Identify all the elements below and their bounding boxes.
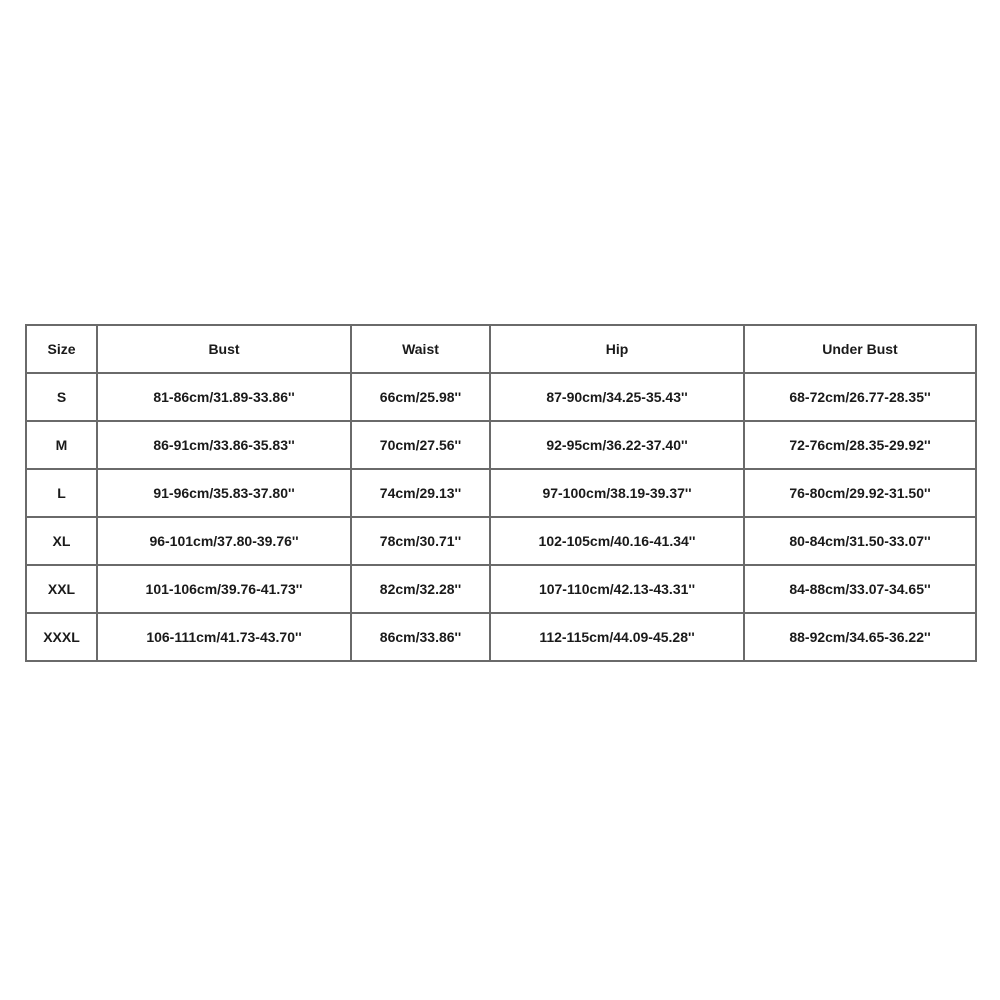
cell-under-bust: 72-76cm/28.35-29.92'' <box>744 421 976 469</box>
cell-bust: 81-86cm/31.89-33.86'' <box>97 373 351 421</box>
cell-bust: 106-111cm/41.73-43.70'' <box>97 613 351 661</box>
cell-bust: 101-106cm/39.76-41.73'' <box>97 565 351 613</box>
cell-hip: 92-95cm/36.22-37.40'' <box>490 421 744 469</box>
cell-bust: 96-101cm/37.80-39.76'' <box>97 517 351 565</box>
cell-hip: 112-115cm/44.09-45.28'' <box>490 613 744 661</box>
size-chart-body <box>26 373 976 661</box>
cell-hip: 107-110cm/42.13-43.31'' <box>490 565 744 613</box>
cell-waist: 78cm/30.71'' <box>351 517 490 565</box>
cell-waist: 66cm/25.98'' <box>351 373 490 421</box>
header-row <box>26 325 976 373</box>
cell-hip: 97-100cm/38.19-39.37'' <box>490 469 744 517</box>
table-row <box>26 565 976 613</box>
table-row <box>26 421 976 469</box>
size-chart-header <box>26 325 976 373</box>
header-hip: Hip <box>490 325 744 373</box>
cell-hip: 102-105cm/40.16-41.34'' <box>490 517 744 565</box>
table-row <box>26 373 976 421</box>
size-chart-table <box>25 324 977 662</box>
cell-hip: 87-90cm/34.25-35.43'' <box>490 373 744 421</box>
header-bust: Bust <box>97 325 351 373</box>
cell-under-bust: 84-88cm/33.07-34.65'' <box>744 565 976 613</box>
cell-waist: 70cm/27.56'' <box>351 421 490 469</box>
cell-size: S <box>26 373 97 421</box>
cell-size: XL <box>26 517 97 565</box>
cell-under-bust: 76-80cm/29.92-31.50'' <box>744 469 976 517</box>
cell-under-bust: 80-84cm/31.50-33.07'' <box>744 517 976 565</box>
table-row <box>26 517 976 565</box>
cell-size: M <box>26 421 97 469</box>
cell-bust: 86-91cm/33.86-35.83'' <box>97 421 351 469</box>
cell-waist: 74cm/29.13'' <box>351 469 490 517</box>
header-waist: Waist <box>351 325 490 373</box>
cell-bust: 91-96cm/35.83-37.80'' <box>97 469 351 517</box>
cell-waist: 86cm/33.86'' <box>351 613 490 661</box>
cell-waist: 82cm/32.28'' <box>351 565 490 613</box>
cell-under-bust: 88-92cm/34.65-36.22'' <box>744 613 976 661</box>
cell-size: XXXL <box>26 613 97 661</box>
header-size: Size <box>26 325 97 373</box>
table-row <box>26 469 976 517</box>
cell-under-bust: 68-72cm/26.77-28.35'' <box>744 373 976 421</box>
cell-size: XXL <box>26 565 97 613</box>
table-row <box>26 613 976 661</box>
cell-size: L <box>26 469 97 517</box>
header-under-bust: Under Bust <box>744 325 976 373</box>
